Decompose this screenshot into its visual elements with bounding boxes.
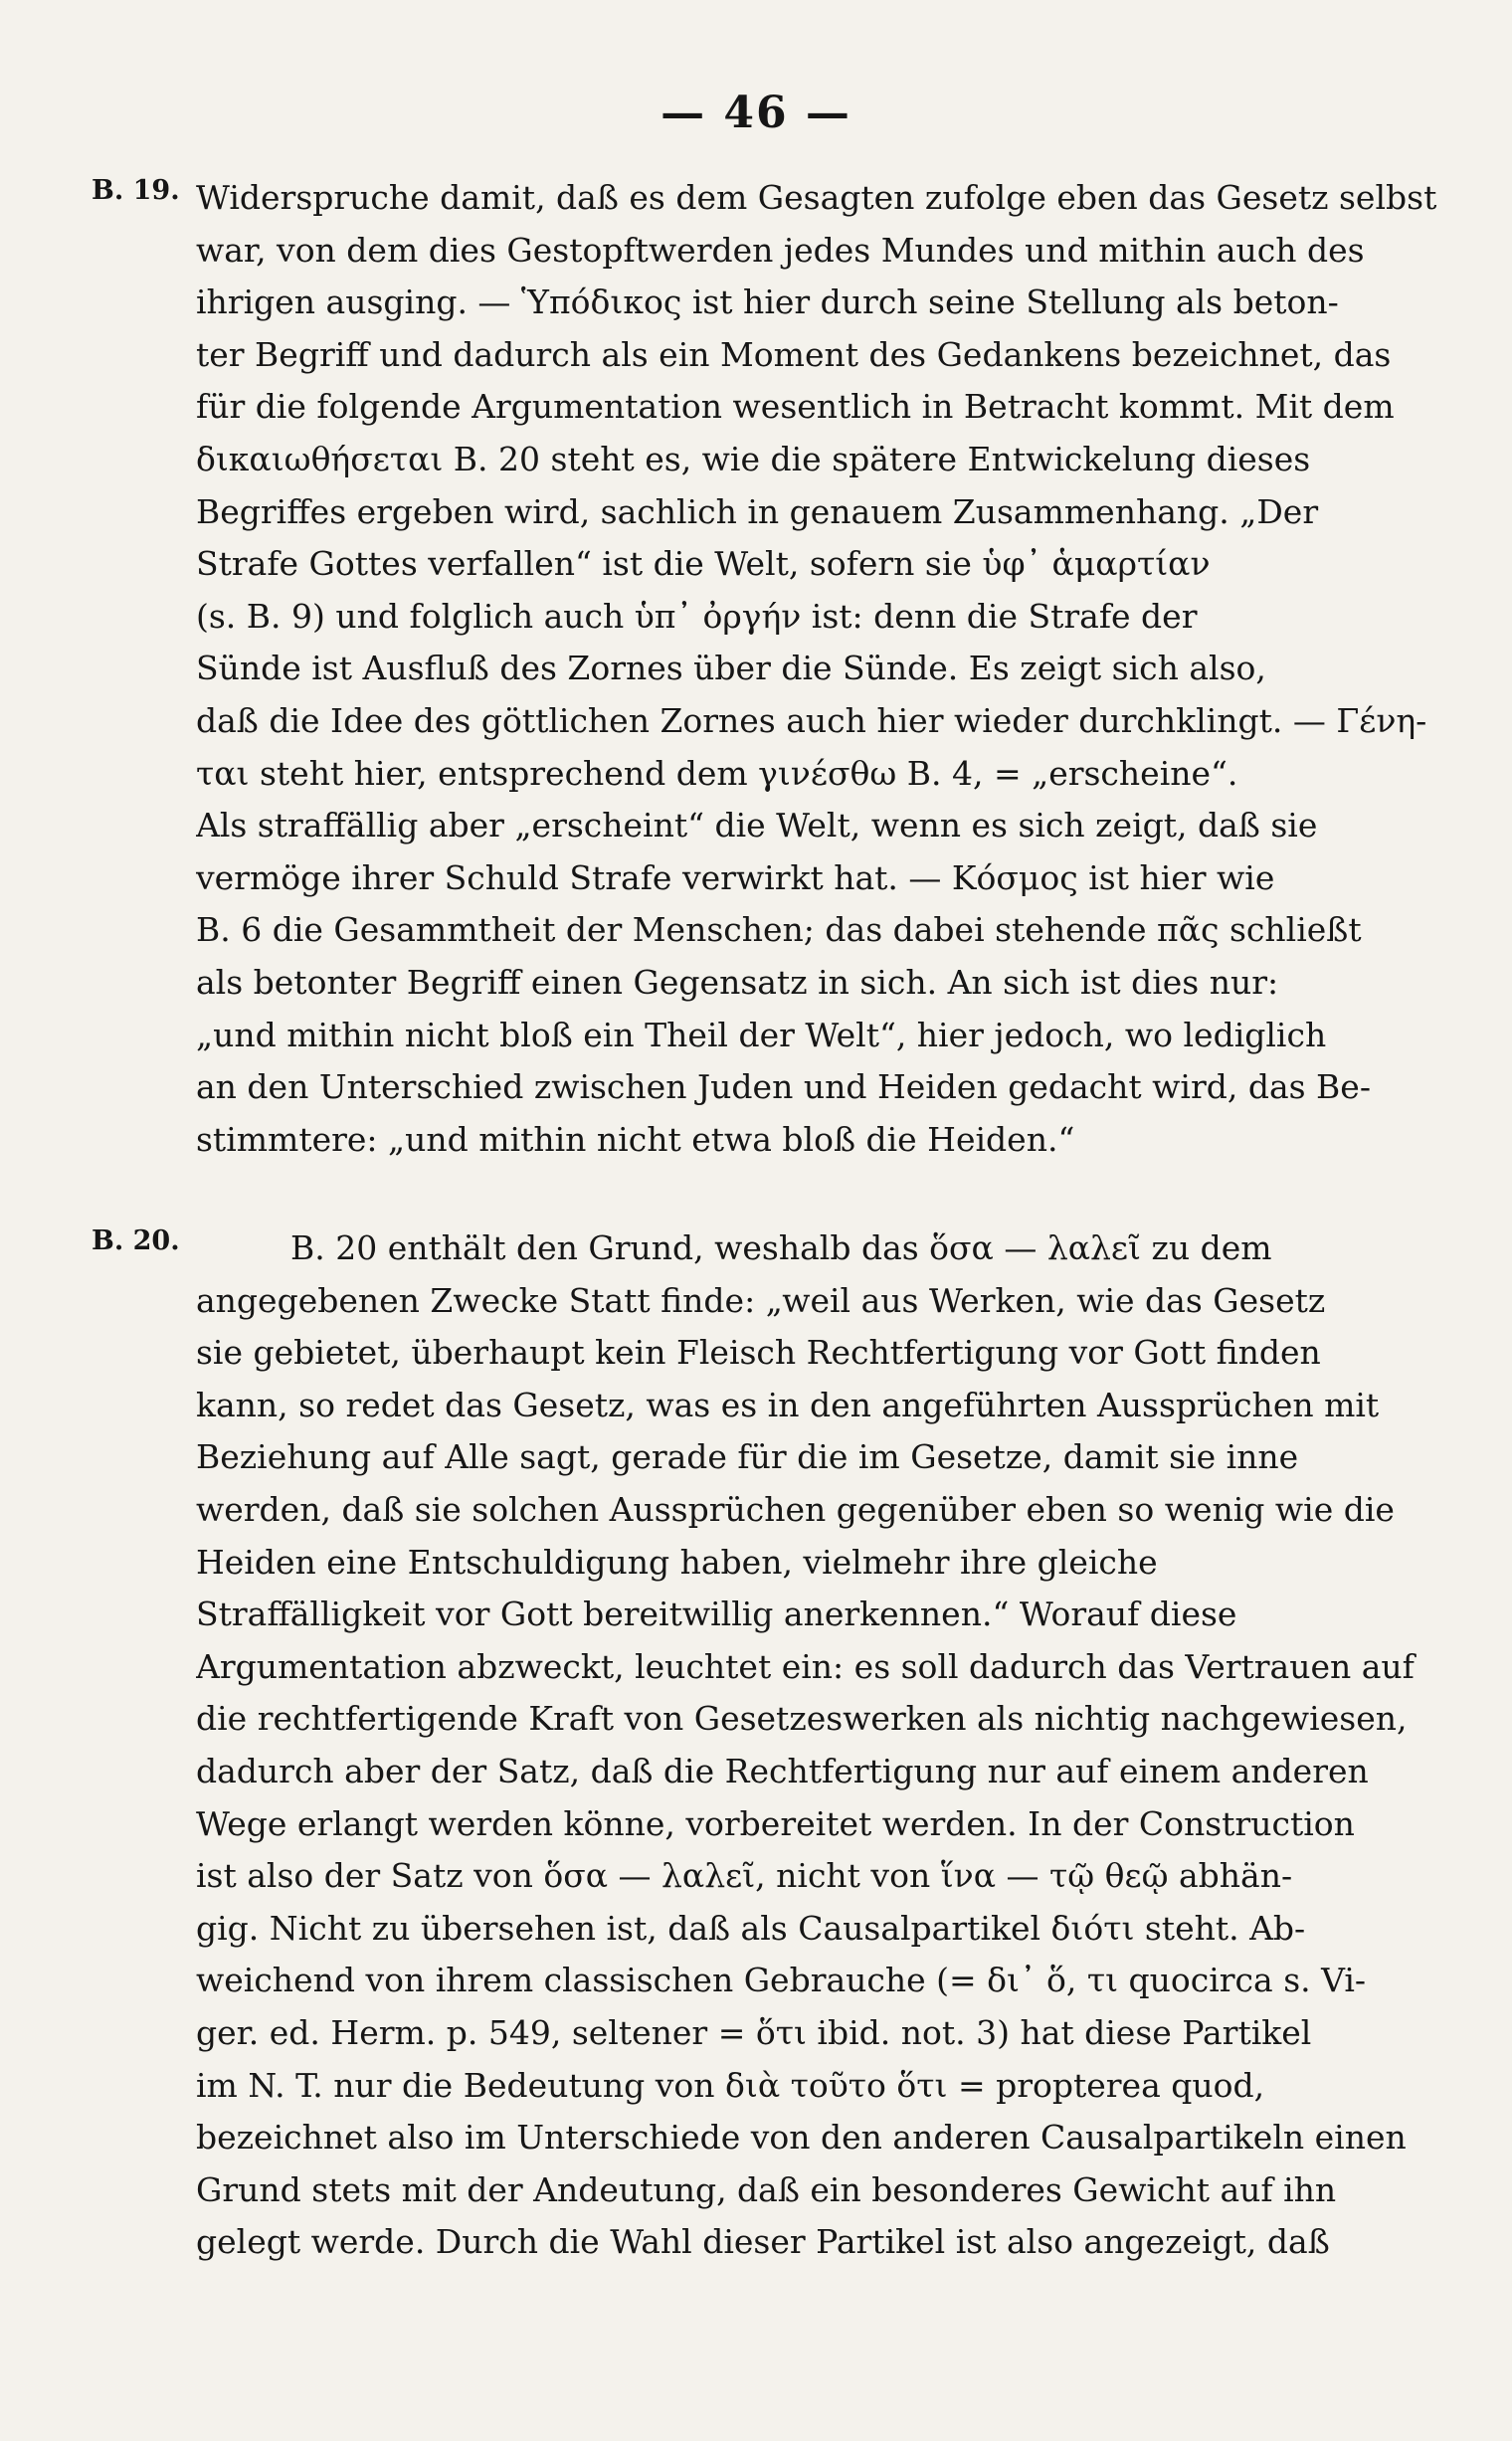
text-line: ist also der Satz von ὅσα — λαλεῖ, nicht von ἵνα — τῷ θεῷ abhän- bbox=[196, 1856, 1293, 1896]
text-line: Begriffes ergeben wird, sachlich in genauem Zusammenhang. „Der bbox=[196, 491, 1319, 531]
text-line: gelegt werde. Durch die Wahl dieser Partikel ist also angezeigt, daß bbox=[196, 2222, 1330, 2262]
text-line: Wege erlangt werden könne, vorbereitet werden. In der Construction bbox=[196, 1803, 1355, 1843]
text-line: Beziehung auf Alle sagt, gerade für die im Gesetze, damit sie inne bbox=[196, 1437, 1299, 1477]
text-line: Als straffällig aber „erscheint“ die Welt, wenn es sich zeigt, daß sie bbox=[196, 806, 1318, 845]
text-line: δικαιωθήσεται B. 20 steht es, wie die spätere Entwickelung dieses bbox=[196, 439, 1311, 478]
text-line: Heiden eine Entschuldigung haben, vielmehr ihre gleiche bbox=[196, 1542, 1158, 1582]
text-line: Straffälligkeit vor Gott bereitwillig anerkennen.“ Worauf diese bbox=[196, 1595, 1237, 1634]
text-line: bezeichnet also im Unterschiede von den anderen Causalpartikeln einen bbox=[196, 2118, 1407, 2158]
text-line: werden, daß sie solchen Aussprüchen gegenüber eben so wenig wie die bbox=[196, 1489, 1395, 1529]
paragraph-verse-19 bbox=[196, 172, 1449, 1166]
text-line: ihrigen ausging. — Ὑπόδικος ist hier durch seine Stellung als beton- bbox=[196, 282, 1339, 322]
text-line: gig. Nicht zu übersehen ist, daß als Causalpartikel διότι steht. Ab- bbox=[196, 1908, 1306, 1948]
text-line: vermöge ihrer Schuld Strafe verwirkt hat. — Κόσμος ist hier wie bbox=[196, 857, 1275, 897]
page-number: — 46 — bbox=[661, 88, 851, 138]
text-line: an den Unterschied zwischen Juden und Heiden gedacht wird, das Be- bbox=[196, 1067, 1371, 1107]
verse-label-19: B. 19. bbox=[92, 175, 180, 206]
text-line: weichend von ihrem classischen Gebrauche (= δι᾽ ὅ, τι quocirca s. Vi- bbox=[196, 1961, 1367, 2000]
text-line: Strafe Gottes verfallen“ ist die Welt, sofern sie ὑφ᾽ ἁμαρτίαν bbox=[196, 544, 1211, 584]
text-line: „und mithin nicht bloß ein Theil der Welt“, hier jedoch, wo lediglich bbox=[196, 1015, 1327, 1054]
text-line: war, von dem dies Gestopftwerden jedes Mundes und mithin auch des bbox=[196, 230, 1365, 270]
text-line: für die folgende Argumentation wesentlich in Betracht kommt. Mit dem bbox=[196, 387, 1395, 427]
text-line: B. 20 enthält den Grund, weshalb das ὅσα — λαλεῖ zu dem bbox=[290, 1228, 1272, 1267]
text-line: B. 6 die Gesammtheit der Menschen; das dabei stehende πᾶς schließt bbox=[196, 910, 1362, 950]
verse-label-20: B. 20. bbox=[92, 1225, 180, 1256]
text-line: ται steht hier, entsprechend dem γινέσθω B. 4, = „erscheine“. bbox=[196, 753, 1238, 793]
paragraph-verse-20 bbox=[196, 1222, 1449, 2269]
text-line: als betonter Begriff einen Gegensatz in sich. An sich ist dies nur: bbox=[196, 962, 1279, 1002]
text-line: Argumentation abzweckt, leuchtet ein: es soll dadurch das Vertrauen auf bbox=[196, 1646, 1415, 1686]
text-line: ger. ed. Herm. p. 549, seltener = ὅτι ibid. not. 3) hat diese Partikel bbox=[196, 2012, 1312, 2052]
text-line: stimmtere: „und mithin nicht etwa bloß die Heiden.“ bbox=[196, 1119, 1075, 1159]
text-line: daß die Idee des göttlichen Zornes auch hier wieder durchklingt. — Γένη- bbox=[196, 700, 1427, 740]
text-line: kann, so redet das Gesetz, was es in den angeführten Aussprüchen mit bbox=[196, 1385, 1380, 1424]
text-line: sie gebietet, überhaupt kein Fleisch Rechtfertigung vor Gott finden bbox=[196, 1333, 1321, 1373]
text-line: ter Begriff und dadurch als ein Moment des Gedankens bezeichnet, das bbox=[196, 334, 1392, 374]
text-line: (s. B. 9) und folglich auch ὑπ᾽ ὀργήν ist: denn die Strafe der bbox=[196, 596, 1198, 636]
text-line: Sünde ist Ausfluß des Zornes über die Sünde. Es zeigt sich also, bbox=[196, 649, 1266, 688]
text-line: angegebenen Zwecke Statt finde: „weil aus Werken, wie das Gesetz bbox=[196, 1280, 1326, 1320]
text-line: Widerspruche damit, daß es dem Gesagten zufolge eben das Gesetz selbst bbox=[196, 178, 1437, 217]
text-line: die rechtfertigende Kraft von Gesetzeswerken als nichtig nachgewiesen, bbox=[196, 1699, 1408, 1739]
text-line: im N. T. nur die Bedeutung von διὰ τοῦτο ὅτι = propterea quod, bbox=[196, 2065, 1265, 2105]
text-line: dadurch aber der Satz, daß die Rechtfertigung nur auf einem anderen bbox=[196, 1751, 1369, 1790]
text-line: Grund stets mit der Andeutung, daß ein besonderes Gewicht auf ihn bbox=[196, 2169, 1337, 2209]
